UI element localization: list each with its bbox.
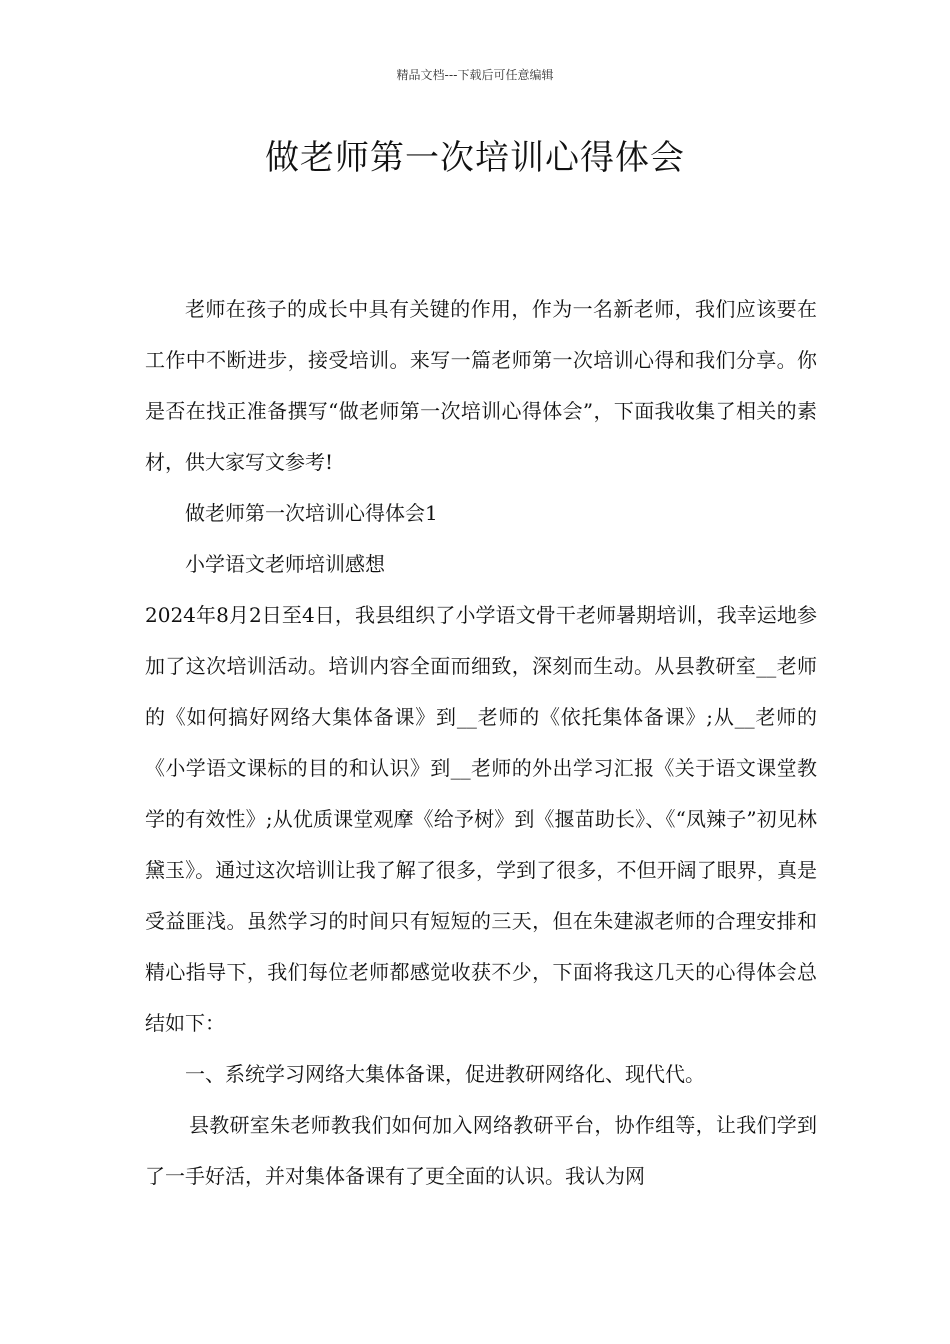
paragraph-section-heading: 做老师第一次培训心得体会1 xyxy=(185,501,438,525)
paragraph-point-one: 一、系统学习网络大集体备课，促进教研网络化、现代代。 xyxy=(185,1062,705,1086)
paragraph-point-one-detail: 县教研室朱老师教我们如何加入网络教研平台，协作组等，让我们学到了一手好活，并对集体备课有了更全面的认识。我认为网 xyxy=(145,1113,817,1188)
paragraph-main: 2024年8月2日至4日，我县组织了小学语文骨干老师暑期培训，我幸运地参加了这次培训活动。培训内容全面而细致，深刻而生动。从县教研室__老师的《如何搞好网络大集体备课》到__老师的《依托集体备课》;从__老师的《小学语文课标的目的和认识》到__老师的外出学习汇报《关于语文课堂教学的有效性》;从优质课堂观摩《给予树》到《揠苗助长》、《“凤辣子”初见林黛玉》。通过这次培训让我了解了很多，学到了很多，不但开阔了眼界，真是受益匪浅。虽然学习的时间只有短短的三天，但在朱建淑老师的合理安排和精心指导下，我们每位老师都感觉收获不少，下面将我这几天的心得体会总结如下： xyxy=(145,603,817,1035)
paragraph-subtitle: 小学语文老师培训感想 xyxy=(185,552,385,576)
header-note: 精品文档---下载后可任意编辑 xyxy=(396,68,554,82)
paragraph-intro: 老师在孩子的成长中具有关键的作用，作为一名新老师，我们应该要在工作中不断进步，接受培训。来写一篇老师第一次培训心得和我们分享。你是否在找正准备撰写“做老师第一次培训心得体会”，下面我收集了相关的素材，供大家写文参考! xyxy=(145,297,817,474)
document-title: 做老师第一次培训心得体会 xyxy=(265,138,685,178)
document-body xyxy=(145,284,817,1202)
